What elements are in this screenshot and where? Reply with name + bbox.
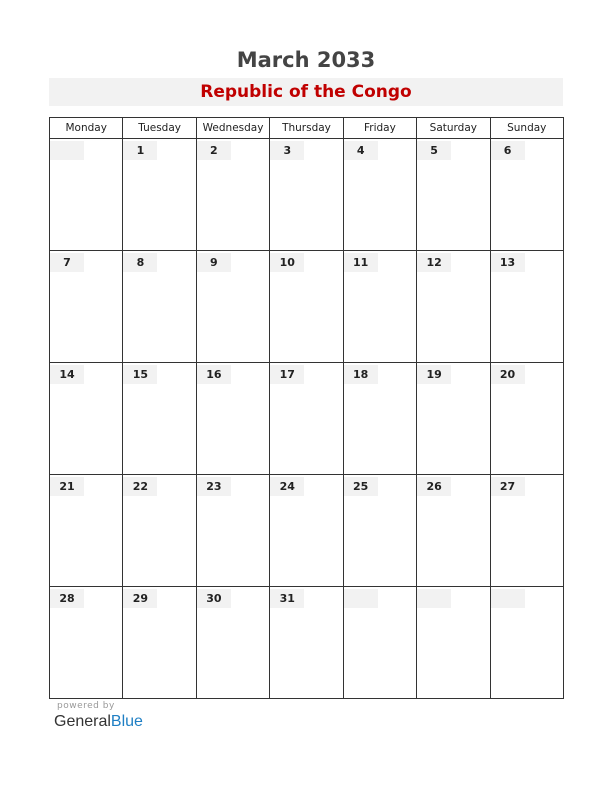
day-cell <box>50 475 123 587</box>
day-cell <box>343 251 416 363</box>
day-cell <box>343 475 416 587</box>
day-cell <box>417 251 490 363</box>
day-cell <box>270 475 343 587</box>
day-number: 11 <box>344 253 378 272</box>
day-number: 23 <box>197 477 231 496</box>
day-cell <box>123 587 196 699</box>
day-cell <box>196 587 269 699</box>
day-cell <box>270 251 343 363</box>
day-cell <box>270 363 343 475</box>
day-cell <box>417 363 490 475</box>
day-cell <box>196 475 269 587</box>
day-number: 22 <box>123 477 157 496</box>
day-number: 31 <box>270 589 304 608</box>
day-number: 1 <box>123 141 157 160</box>
day-cell <box>196 139 269 251</box>
day-number: 18 <box>344 365 378 384</box>
day-cell <box>123 475 196 587</box>
calendar-week-row <box>50 251 564 363</box>
day-number: 9 <box>197 253 231 272</box>
country-banner <box>49 78 563 106</box>
day-number: 4 <box>344 141 378 160</box>
day-number: 24 <box>270 477 304 496</box>
logo-text-general: General <box>54 713 111 730</box>
day-number: 8 <box>123 253 157 272</box>
day-number: 6 <box>491 141 525 160</box>
day-cell <box>490 139 563 251</box>
calendar-week-row <box>50 139 564 251</box>
day-number: 5 <box>417 141 451 160</box>
day-cell <box>417 587 490 699</box>
day-cell <box>50 251 123 363</box>
day-number: 26 <box>417 477 451 496</box>
powered-by-text: powered by <box>57 701 115 711</box>
day-cell <box>490 363 563 475</box>
day-cell <box>50 587 123 699</box>
weekday-header: Friday <box>343 118 416 139</box>
day-number: 2 <box>197 141 231 160</box>
day-number: 20 <box>491 365 525 384</box>
day-number: 16 <box>197 365 231 384</box>
day-number <box>50 141 84 160</box>
calendar-grid <box>49 117 564 699</box>
day-cell <box>490 475 563 587</box>
day-number: 10 <box>270 253 304 272</box>
day-number: 12 <box>417 253 451 272</box>
day-cell <box>417 475 490 587</box>
day-cell <box>343 139 416 251</box>
day-number: 3 <box>270 141 304 160</box>
day-number: 27 <box>491 477 525 496</box>
weekday-header: Saturday <box>417 118 490 139</box>
day-cell <box>417 139 490 251</box>
day-cell <box>490 587 563 699</box>
weekday-header-row <box>50 118 564 139</box>
day-number: 30 <box>197 589 231 608</box>
day-cell <box>270 587 343 699</box>
day-number <box>417 589 451 608</box>
day-cell <box>270 139 343 251</box>
calendar-week-row <box>50 587 564 699</box>
day-cell <box>490 251 563 363</box>
day-number: 13 <box>491 253 525 272</box>
calendar-week-row <box>50 363 564 475</box>
day-cell <box>196 363 269 475</box>
day-number: 28 <box>50 589 84 608</box>
day-cell <box>123 363 196 475</box>
logo-text-blue: Blue <box>110 713 143 730</box>
day-number: 17 <box>270 365 304 384</box>
day-cell <box>343 587 416 699</box>
day-cell <box>196 251 269 363</box>
weekday-header: Thursday <box>270 118 343 139</box>
day-number: 14 <box>50 365 84 384</box>
day-cell <box>343 363 416 475</box>
weekday-header: Sunday <box>490 118 563 139</box>
day-cell <box>50 139 123 251</box>
day-number: 29 <box>123 589 157 608</box>
day-number: 25 <box>344 477 378 496</box>
day-cell <box>123 251 196 363</box>
weekday-header: Tuesday <box>123 118 196 139</box>
day-cell <box>50 363 123 475</box>
day-number <box>344 589 378 608</box>
day-number: 15 <box>123 365 157 384</box>
day-number: 21 <box>50 477 84 496</box>
day-number <box>491 589 525 608</box>
country-name: Republic of the Congo <box>200 82 412 102</box>
weekday-header: Wednesday <box>196 118 269 139</box>
day-cell <box>123 139 196 251</box>
page-title: March 2033 <box>236 48 376 72</box>
weekday-header: Monday <box>50 118 123 139</box>
calendar-week-row <box>50 475 564 587</box>
day-number: 19 <box>417 365 451 384</box>
day-number: 7 <box>50 253 84 272</box>
generalblue-logo <box>54 713 143 731</box>
